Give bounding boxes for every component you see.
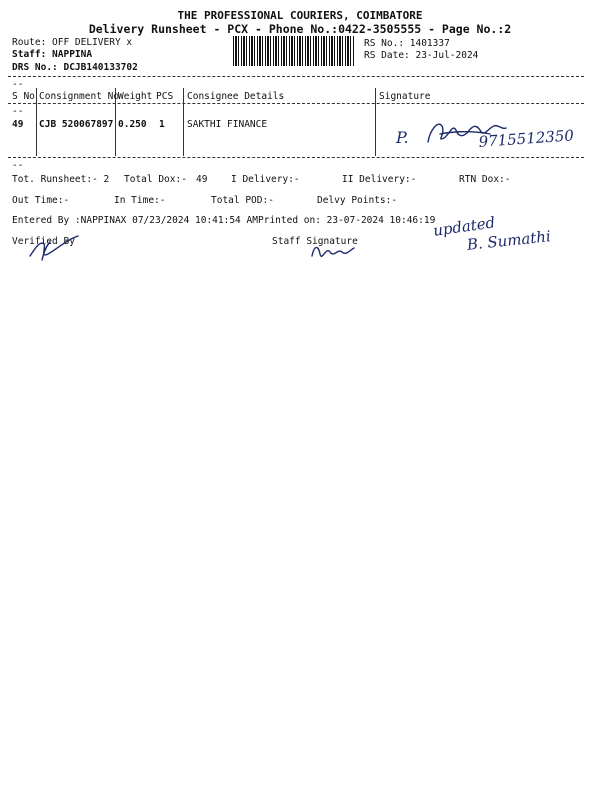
divider	[8, 103, 584, 104]
printed-on: Printed on: 23-07-2024 10:46:19	[258, 215, 436, 226]
col-header-sno: S No	[12, 91, 35, 102]
i-delivery: I Delivery:-	[231, 174, 300, 185]
divider	[8, 157, 584, 158]
table-line	[375, 88, 376, 156]
col-header-pcs: PCS	[156, 91, 174, 102]
total-dox-label: Total Dox:-	[124, 174, 187, 185]
row-pcs: 1	[159, 119, 165, 130]
row-consignment: CJB 520067897	[39, 119, 114, 130]
divider	[8, 76, 584, 77]
row-consignee: SAKTHI FINANCE	[187, 119, 268, 130]
receiver-initial: P.	[396, 128, 409, 147]
row-sno: 49	[12, 119, 24, 130]
rs-date: RS Date: 23-Jul-2024	[364, 50, 479, 61]
row-marker: --	[12, 79, 24, 90]
drs-number: DRS No.: DCJB140133702	[12, 62, 138, 73]
in-time: In Time:-	[114, 195, 166, 206]
updated-note: updated	[432, 213, 497, 240]
staff-signature-label: Staff Signature	[272, 236, 358, 247]
barcode	[233, 36, 355, 66]
table-line	[36, 88, 37, 156]
runsheet-title: Delivery Runsheet - PCX - Phone No.:0422-3505555 - Page No.:2	[88, 22, 512, 36]
delvy-points: Delvy Points:-	[317, 195, 398, 206]
verifier-signature-image	[26, 232, 86, 262]
route-field: Route: OFF DELIVERY x	[12, 37, 133, 48]
total-dox-value: 49	[196, 174, 208, 185]
out-time: Out Time:-	[12, 195, 70, 206]
ii-delivery: II Delivery:-	[342, 174, 417, 185]
col-header-consignment: Consignment No	[39, 91, 120, 102]
staff-field: Staff: NAPPINA	[12, 49, 93, 60]
total-pod: Total POD:-	[211, 195, 274, 206]
receiver-phone: 9715512350	[478, 126, 575, 151]
verified-by-label: Verified By	[12, 236, 75, 247]
col-header-signature: Signature	[379, 91, 431, 102]
table-line	[183, 88, 184, 156]
row-marker: --	[12, 106, 24, 117]
col-header-consignee: Consignee Details	[187, 91, 285, 102]
rs-number: RS No.: 1401337	[364, 38, 450, 49]
rtn-dox: RTN Dox:-	[459, 174, 511, 185]
entered-by: Entered By :NAPPINAX 07/23/2024 10:41:54 AM	[12, 215, 258, 226]
row-marker: --	[12, 160, 24, 171]
tot-runsheet: Tot. Runsheet:- 2	[12, 174, 110, 185]
updated-by-name: B. Sumathi	[466, 227, 552, 254]
staff-signature-image	[308, 238, 358, 264]
company-name: THE PROFESSIONAL COURIERS, COIMBATORE	[177, 9, 423, 22]
col-header-weight: Weight	[118, 91, 153, 102]
row-weight: 0.250	[118, 119, 147, 130]
